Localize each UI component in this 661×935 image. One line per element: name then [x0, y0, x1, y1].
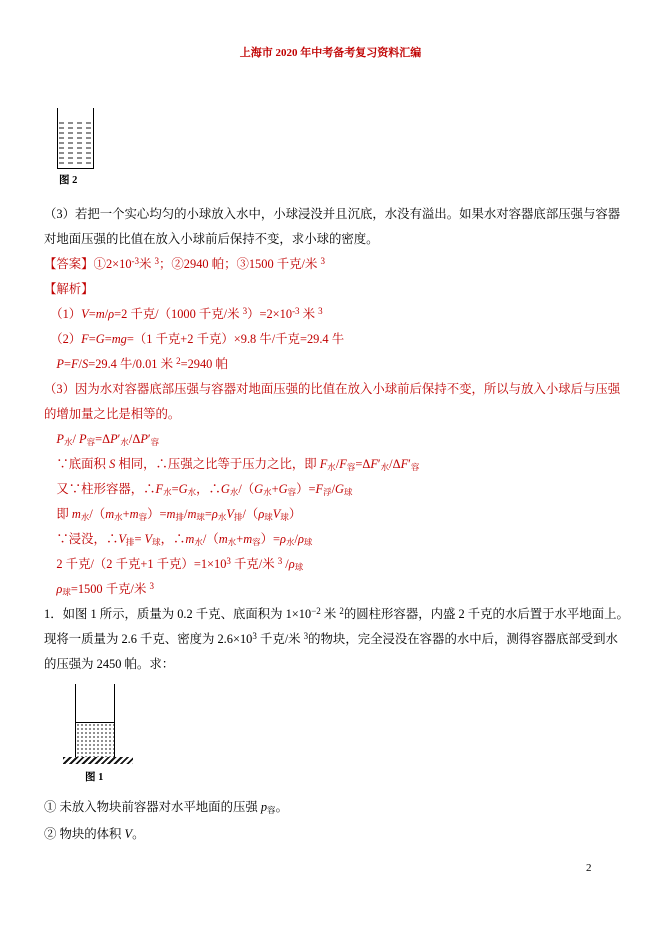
ground-hatching — [63, 757, 133, 764]
text-segment: G — [278, 482, 288, 496]
text-segment: 容 — [138, 512, 148, 522]
text-segment: V — [124, 827, 133, 841]
text-segment: / — [184, 507, 188, 521]
text-line — [44, 627, 644, 652]
text-segment: =1500 千克/米 — [70, 582, 150, 596]
text-segment: 2 千克/（2 千克+1 千克）=1×10 — [44, 557, 227, 571]
text-segment: 【答案】①2×10 — [44, 257, 132, 271]
water-fill — [59, 122, 92, 167]
page-number: 2 — [586, 862, 592, 874]
text-segment: 水 — [120, 437, 129, 447]
text-segment: 水 — [227, 537, 237, 547]
text-segment: m — [129, 507, 139, 521]
text-line — [44, 277, 644, 302]
text-segment: / — [72, 432, 80, 446]
text-segment: 。 — [132, 827, 145, 841]
figure-2 — [57, 108, 94, 186]
text-segment: p — [260, 800, 268, 814]
text-segment: 水 — [80, 512, 90, 522]
text-segment: =2 千克/（1000 千克/米 — [114, 307, 243, 321]
text-segment: P — [56, 357, 64, 371]
text-segment: V — [272, 507, 281, 521]
text-segment: / — [331, 482, 336, 496]
question-items — [44, 794, 644, 848]
text-segment: G — [335, 482, 344, 496]
text-segment: ） — [288, 507, 302, 521]
text-segment: 3 — [277, 556, 283, 566]
text-segment: =Δ — [355, 457, 371, 471]
text-segment: + — [236, 532, 244, 546]
text-segment: 排 — [175, 512, 184, 522]
text-segment: 球 — [280, 512, 289, 522]
text-segment: ρ — [211, 507, 218, 521]
text-segment: V — [144, 532, 153, 546]
text-segment: 的物块，完全浸没在容器的水中后，测得容器底部受到水 — [308, 632, 618, 646]
text-line — [44, 302, 644, 327]
text-segment: 球 — [152, 537, 161, 547]
text-segment: 水 — [327, 462, 336, 472]
text-segment: ρ — [288, 557, 295, 571]
text-segment: 的压强为 2450 帕。求： — [44, 657, 175, 671]
text-segment: 浮 — [323, 487, 332, 497]
text-segment: 水 — [163, 487, 172, 497]
text-line — [44, 552, 644, 577]
text-segment: 3 — [318, 306, 323, 316]
text-line — [44, 652, 644, 677]
text-segment: m — [95, 307, 105, 321]
text-segment: 球 — [344, 487, 353, 497]
text-segment: /Δ — [389, 457, 401, 471]
text-segment: 水 — [380, 462, 390, 472]
text-segment: 水 — [229, 487, 239, 497]
text-segment: F — [319, 457, 328, 471]
text-segment: V — [81, 307, 89, 321]
text-segment: 水 — [286, 537, 295, 547]
text-segment: 排 — [125, 537, 135, 547]
text-line — [44, 821, 644, 848]
figure-2-label: 图 2 — [59, 175, 78, 186]
cylindrical-container-illustration — [75, 684, 115, 757]
text-segment: -3 — [131, 256, 140, 266]
text-segment: m — [71, 507, 81, 521]
text-segment: 水 — [63, 437, 73, 447]
text-segment: 3 — [303, 631, 309, 641]
text-segment: / — [335, 457, 340, 471]
text-segment: 球 — [196, 512, 205, 522]
text-segment: 容 — [346, 462, 356, 472]
text-segment: 水 — [114, 512, 123, 522]
text-segment: ρ — [108, 307, 115, 321]
text-segment: ；②2940 帕；③1500 千克/米 — [159, 257, 321, 271]
text-segment — [44, 357, 56, 371]
text-segment: ，∴ — [196, 482, 221, 496]
text-segment: F — [315, 482, 324, 496]
text-segment: m — [187, 507, 197, 521]
text-segment: 对地面压强的比值在放入小球前后保持不变，求小球的密度。 — [44, 232, 379, 246]
text-segment: 即 — [44, 507, 72, 521]
text-segment: 3 — [320, 256, 325, 266]
text-segment: ）= — [260, 532, 281, 546]
text-segment: 2 — [339, 606, 344, 616]
text-segment: 3 — [242, 306, 248, 316]
beaker-with-water-illustration — [57, 108, 94, 169]
text-segment: P — [140, 432, 148, 446]
text-line — [44, 352, 644, 377]
text-segment: ，∴ — [160, 532, 186, 546]
text-segment: S — [82, 357, 89, 371]
text-segment: ）=2×10 — [247, 307, 293, 321]
text-segment: ′ — [377, 457, 381, 471]
text-segment: m — [105, 507, 115, 521]
text-segment: ′ — [147, 432, 151, 446]
text-segment: =Δ — [95, 432, 111, 446]
text-segment: S — [109, 457, 116, 471]
text-segment: ρ — [258, 507, 265, 521]
text-segment: （2） — [44, 332, 82, 346]
text-segment: /（ — [242, 507, 259, 521]
text-segment: /Δ — [128, 432, 141, 446]
text-segment: 水 — [187, 487, 197, 497]
text-segment: / — [282, 557, 289, 571]
text-line — [44, 202, 644, 227]
text-segment: =2940 帕 — [180, 357, 228, 371]
text-segment: 容 — [410, 462, 420, 472]
text-segment: = — [171, 482, 179, 496]
text-segment: ′ — [117, 432, 121, 446]
text-segment: /（ — [89, 507, 106, 521]
text-segment: 球 — [264, 512, 273, 522]
text-segment: = — [204, 507, 212, 521]
text-segment: 千克/米 — [256, 632, 304, 646]
text-segment: 的增加量之比是相等的。 — [44, 407, 181, 421]
text-segment: 3 — [149, 581, 154, 591]
text-segment: 。 — [275, 800, 288, 814]
text-segment: P — [56, 432, 64, 446]
text-segment: 球 — [303, 537, 313, 547]
text-segment: m — [243, 532, 253, 546]
text-segment: 球 — [294, 562, 304, 572]
text-segment: 的圆柱形容器，内盛 2 千克的水后置于水平地面上。 — [343, 607, 629, 621]
text-line — [44, 602, 644, 627]
text-segment: / — [78, 357, 82, 371]
text-segment: V — [226, 507, 234, 521]
text-segment: =（1 千克+2 千克）×9.8 牛/千克=29.4 牛 — [126, 332, 345, 346]
text-segment: 排 — [233, 512, 243, 522]
text-segment: F — [70, 357, 79, 371]
text-segment: -3 — [292, 306, 300, 316]
body-text — [44, 202, 644, 677]
text-line — [44, 227, 644, 252]
text-segment: 容 — [287, 487, 297, 497]
text-segment: −2 — [311, 606, 321, 616]
text-segment: =29.4 牛/0.01 米 — [88, 357, 177, 371]
text-segment: 水 — [194, 537, 203, 547]
water-fill — [76, 722, 114, 757]
text-segment: m — [218, 532, 228, 546]
text-line — [44, 427, 644, 452]
text-segment: = — [88, 332, 96, 346]
text-line — [44, 327, 644, 352]
text-segment: = — [63, 357, 71, 371]
text-segment: ）= — [147, 507, 167, 521]
text-segment: G — [220, 482, 230, 496]
text-segment: 3 — [252, 631, 257, 641]
text-line — [44, 502, 644, 527]
text-segment: /（ — [202, 532, 219, 546]
text-segment: 米 — [139, 257, 155, 271]
text-segment — [44, 432, 56, 446]
text-segment: ② 物块的体积 — [44, 827, 125, 841]
text-segment: G — [178, 482, 188, 496]
text-segment: / — [294, 532, 298, 546]
text-segment: 3 — [154, 256, 160, 266]
text-segment: ∵浸没，∴ — [44, 532, 119, 546]
text-line — [44, 452, 644, 477]
text-segment: 容 — [86, 437, 96, 447]
text-segment: 容 — [267, 805, 276, 815]
text-segment: ′ — [408, 457, 411, 471]
text-segment: / — [104, 307, 109, 321]
text-segment: 【解析】 — [44, 282, 94, 296]
text-segment: ρ — [56, 582, 63, 596]
text-segment: ∵底面积 — [44, 457, 110, 471]
text-line — [44, 527, 644, 552]
text-segment: = — [104, 332, 112, 346]
text-segment: 米 — [320, 607, 340, 621]
text-line — [44, 577, 644, 602]
text-line — [44, 252, 644, 277]
text-segment: （3）若把一个实心均匀的小球放入水中，小球浸没并且沉底，水没有溢出。如果水对容器底部压强与容器 — [44, 207, 621, 221]
text-segment: G — [254, 482, 264, 496]
text-segment: 米 — [299, 307, 319, 321]
text-segment: （3）因为水对容器底部压强与容器对地面压强的比值在放入小球前后保持不变，所以与放入小球后与压强 — [44, 382, 621, 396]
text-segment: F — [81, 332, 89, 346]
text-segment — [44, 582, 56, 596]
text-segment: 1．如图 1 所示，质量为 0.2 千克、底面积为 1×10 — [44, 607, 312, 621]
text-segment: + — [271, 482, 279, 496]
text-segment: 容 — [252, 537, 261, 547]
text-segment: m — [185, 532, 195, 546]
text-segment: P — [79, 432, 87, 446]
text-segment: 水 — [217, 512, 227, 522]
text-segment: 3 — [226, 556, 231, 566]
text-segment: = — [88, 307, 96, 321]
text-line — [44, 402, 644, 427]
text-segment: ρ — [297, 532, 304, 546]
text-segment: G — [95, 332, 105, 346]
text-segment: 2 — [176, 356, 181, 366]
text-segment: = — [134, 532, 145, 546]
text-segment: F — [155, 482, 164, 496]
text-segment: F — [339, 457, 347, 471]
text-segment: P — [110, 432, 118, 446]
text-segment: m — [166, 507, 176, 521]
figure-1-label: 图 1 — [85, 772, 104, 783]
text-segment: 现将一质量为 2.6 千克、密度为 2.6×10 — [44, 632, 253, 646]
text-line — [44, 377, 644, 402]
text-segment: + — [122, 507, 130, 521]
text-line — [44, 794, 644, 821]
text-segment: ρ — [280, 532, 286, 546]
text-segment: ① 未放入物块前容器对水平地面的压强 — [44, 800, 261, 814]
text-segment: /（ — [238, 482, 255, 496]
document-header-title: 上海市 2020 年中考备考复习资料汇编 — [239, 47, 422, 59]
text-segment: （1） — [44, 307, 82, 321]
text-segment: V — [118, 532, 126, 546]
text-segment: 千克/米 — [230, 557, 278, 571]
text-line — [44, 477, 644, 502]
text-segment: 球 — [62, 587, 71, 597]
text-segment: mg — [111, 332, 127, 346]
text-segment: 又∵柱形容器，∴ — [44, 482, 156, 496]
text-segment: ）= — [296, 482, 316, 496]
text-segment: F — [400, 457, 409, 471]
text-segment: F — [370, 457, 378, 471]
text-segment: 相同，∴压强之比等于压力之比，即 — [115, 457, 320, 471]
text-segment: 水 — [263, 487, 272, 497]
text-segment: 容 — [150, 437, 160, 447]
